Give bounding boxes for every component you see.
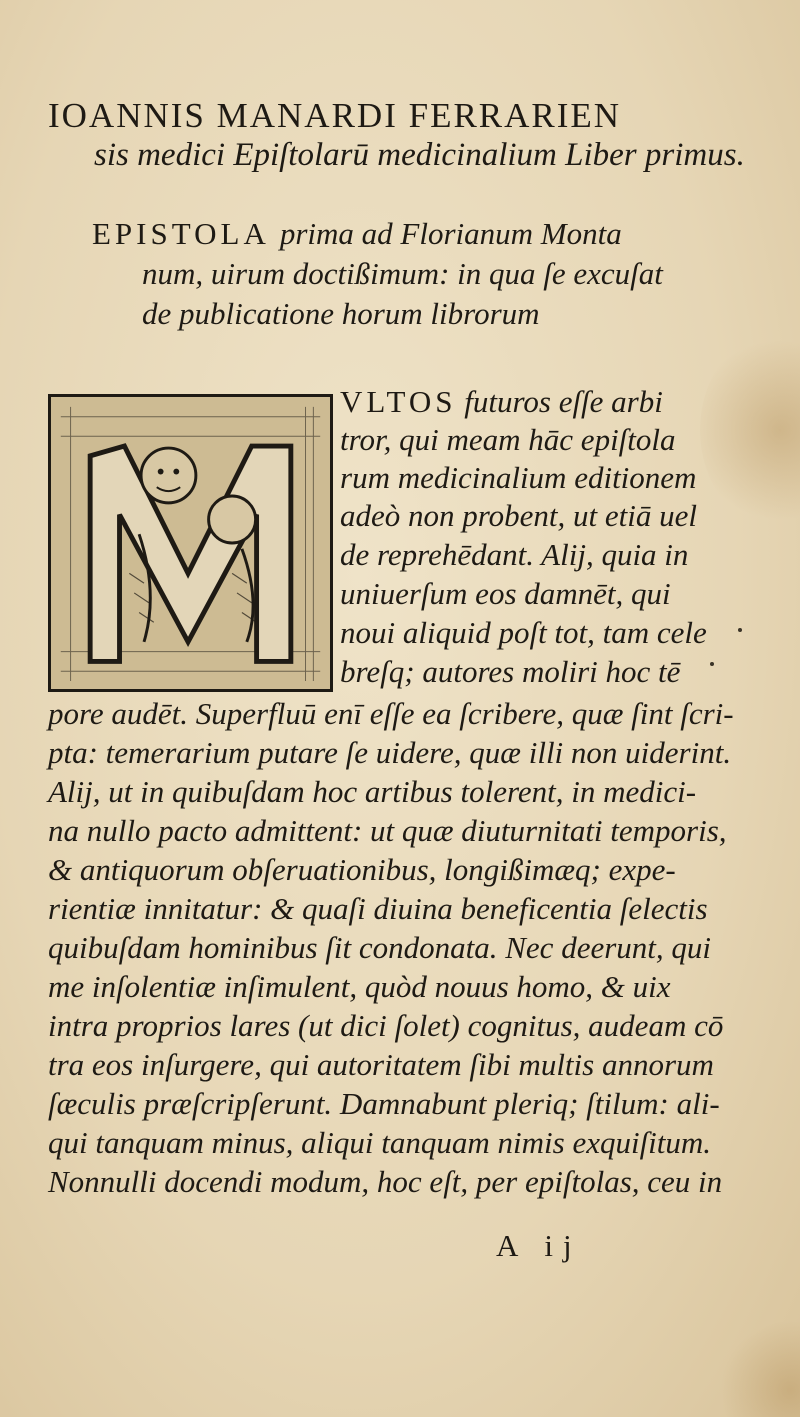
text-line: noui aliquid poſt tot, tam cele: [340, 615, 707, 650]
text-line: de reprehēdant. Alij, quia in: [340, 537, 689, 572]
text-line: na nullo pacto admittent: ut quæ diuturnitati temporis,: [48, 813, 727, 848]
epistola-line-2: num, uirum doctißimum: in qua ſe excuſat: [142, 256, 663, 291]
ink-speck: [738, 628, 742, 632]
text-line: tra eos inſurgere, qui autoritatem ſibi multis annorum: [48, 1047, 714, 1082]
text-line: VLTOS futuros eſſe arbi: [340, 384, 663, 419]
text-line: & antiquorum obſeruationibus, longißimæq; expe-: [48, 852, 676, 887]
text-line: Nonnulli docendi modum, hoc eſt, per epiſtolas, ceu in: [48, 1164, 723, 1199]
epistola-line-3: de publicatione horum librorum: [142, 296, 540, 331]
text-line: Alij, ut in quibuſdam hoc artibus tolerent, in medici-: [48, 774, 697, 809]
woodcut-initial-m: [48, 394, 333, 692]
running-title: IOANNIS MANARDI FERRARIEN: [48, 96, 622, 135]
text-line: quibuſdam hominibus ſit condonata. Nec deerunt, qui: [48, 930, 712, 965]
text-line: rum medicinalium editionem: [340, 460, 697, 495]
epistola-heading: [92, 214, 752, 334]
running-subtitle: sis medici Epiſtolarū medicinalium Liber primus.: [94, 137, 745, 173]
text-line: qui tanquam minus, aliqui tanquam nimis exquiſitum.: [48, 1125, 712, 1160]
paper-stain: [700, 330, 800, 530]
text-line: pore audēt. Superfluū enī eſſe ea ſcribere, quæ ſint ſcri-: [48, 696, 734, 731]
text-line: adeò non probent, ut etiā uel: [340, 498, 698, 533]
woodcut-illustration: [51, 397, 330, 689]
text-line: intra proprios lares (ut dici ſolet) cognitus, audeam cō: [48, 1008, 724, 1043]
paper-stain: [720, 1320, 800, 1417]
text-line: me inſolentiæ inſimulent, quòd nouus homo, & uix: [48, 969, 671, 1004]
text-line: breſq; autores moliri hoc tē: [340, 654, 681, 689]
text-line: rientiæ innitatur: & quaſi diuina beneficentia ſelectis: [48, 891, 708, 926]
epistola-label: EPISTOLA: [92, 216, 270, 251]
signature-mark: A ij: [496, 1228, 582, 1263]
text-line: pta: temerarium putare ſe uidere, quæ illi non uiderint.: [48, 735, 732, 770]
epistola-line-1: prima ad Florianum Monta: [279, 216, 622, 251]
text-line: uniuerſum eos damnēt, qui: [340, 576, 671, 611]
text-line: tror, qui meam hāc epiſtola: [340, 422, 676, 457]
text-line: ſæculis præſcripſerunt. Damnabunt pleriq; ſtilum: ali-: [48, 1086, 720, 1121]
ink-speck: [710, 662, 714, 666]
